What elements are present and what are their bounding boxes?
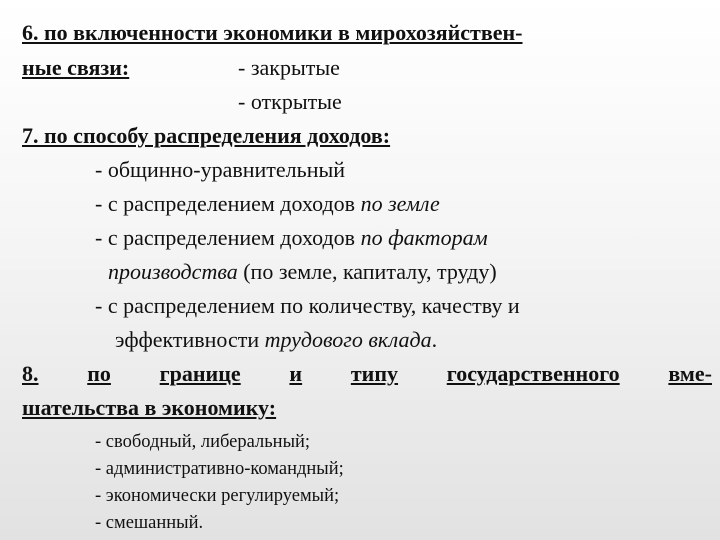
- item-italic: производства: [108, 259, 238, 284]
- heading-word: и: [289, 361, 303, 386]
- heading-word: вме-: [668, 361, 712, 386]
- list-item: [95, 225, 488, 251]
- item-text: (по земле, капиталу, труду): [237, 259, 497, 284]
- list-item: - смешанный.: [95, 513, 204, 533]
- section-7-heading: 7. по способу распределения доходов:: [22, 123, 391, 148]
- item-italic: по земле: [360, 191, 440, 216]
- heading-word: по: [87, 361, 111, 386]
- heading-word: 8.: [22, 361, 39, 386]
- heading-word: типу: [350, 361, 399, 386]
- list-item: - общинно-уравнительный: [95, 157, 346, 182]
- heading-word: границе: [159, 361, 241, 386]
- item-italic: трудового вклада: [264, 327, 432, 352]
- list-item: - закрытые: [238, 55, 340, 80]
- heading-word: государственного: [446, 361, 620, 386]
- section-6-heading-line2: ные связи:: [22, 55, 130, 80]
- list-item-continuation: [108, 259, 497, 285]
- item-text: - с распределением доходов: [95, 191, 361, 216]
- list-item: [95, 191, 440, 217]
- list-item: - свободный, либеральный;: [95, 432, 311, 452]
- list-item: - экономически регулируемый;: [95, 486, 340, 506]
- list-item: - административно-командный;: [95, 459, 344, 479]
- item-text: эффективности: [115, 327, 265, 352]
- section-8-heading-line2: шательства в экономику:: [22, 395, 277, 420]
- list-item: - открытые: [238, 89, 342, 114]
- list-item-continuation: [115, 327, 437, 353]
- item-text: - с распределением доходов: [95, 225, 361, 250]
- item-text: .: [431, 327, 438, 352]
- section-6-heading-line1: 6. по включенности экономики в мирохозяйствен-: [22, 20, 523, 45]
- section-8-heading-line1: [22, 361, 712, 387]
- item-italic: по факторам: [360, 225, 488, 250]
- list-item: - с распределением по количеству, качеству и: [95, 293, 520, 318]
